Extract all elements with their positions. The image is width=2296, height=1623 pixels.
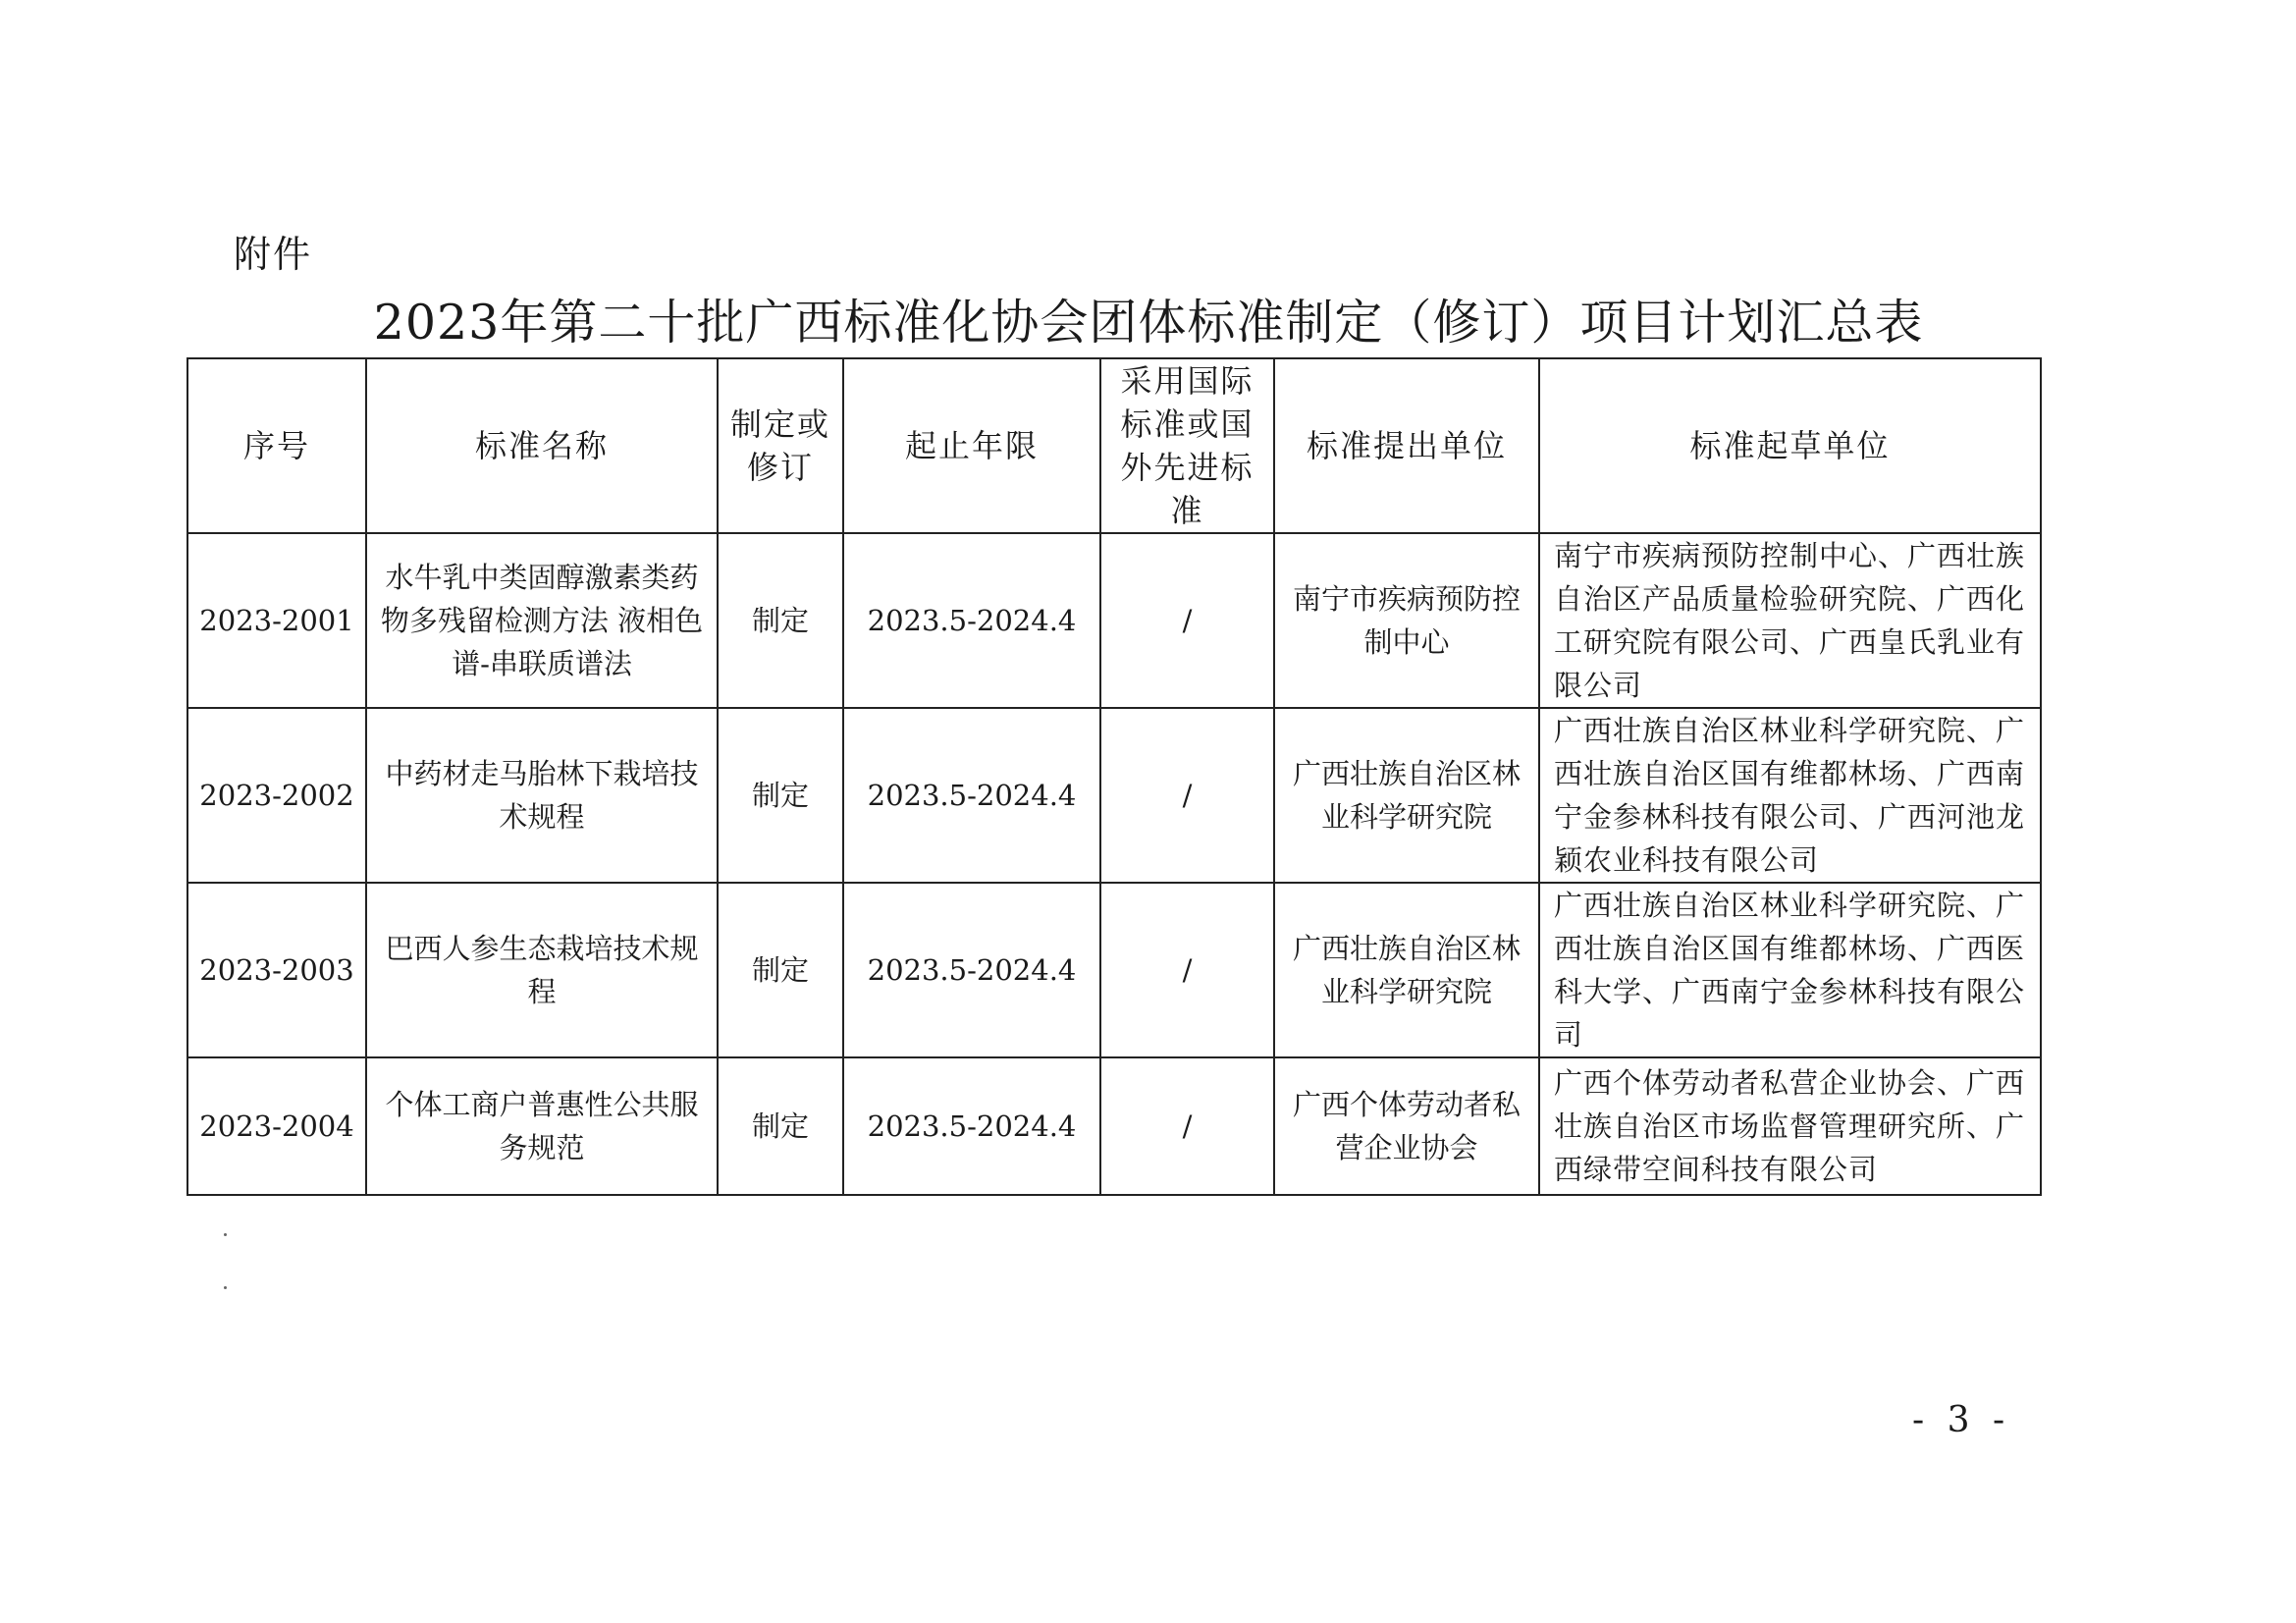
header-proposing-unit: 标准提出单位 <box>1274 358 1539 533</box>
cell-standard-name: 个体工商户普惠性公共服务规范 <box>366 1057 718 1195</box>
header-serial-number: 序号 <box>187 358 366 533</box>
cell-standard-name: 水牛乳中类固醇激素类药物多残留检测方法 液相色谱-串联质谱法 <box>366 533 718 708</box>
header-adopted-standard: 采用国际标准或国外先进标准 <box>1100 358 1274 533</box>
cell-serial-number: 2023-2001 <box>187 533 366 708</box>
cell-proposing-unit: 南宁市疾病预防控制中心 <box>1274 533 1539 708</box>
cell-formulate-or-revise: 制定 <box>718 883 843 1057</box>
cell-serial-number: 2023-2003 <box>187 883 366 1057</box>
cell-adopted-standard: / <box>1100 708 1274 883</box>
cell-drafting-unit: 广西壮族自治区林业科学研究院、广西壮族自治区国有维都林场、广西南宁金参林科技有限公司、广西河池龙颖农业科技有限公司 <box>1539 708 2041 883</box>
project-plan-table <box>187 357 2042 1196</box>
cell-formulate-or-revise: 制定 <box>718 1057 843 1195</box>
cell-period: 2023.5-2024.4 <box>843 883 1100 1057</box>
cell-standard-name: 中药材走马胎林下栽培技术规程 <box>366 708 718 883</box>
table-row <box>187 708 2041 883</box>
attachment-label: 附件 <box>234 233 313 276</box>
cell-standard-name: 巴西人参生态栽培技术规程 <box>366 883 718 1057</box>
page-number: - 3 - <box>1912 1400 2011 1440</box>
table-row <box>187 883 2041 1057</box>
scan-speck <box>224 1233 227 1236</box>
table-row <box>187 1057 2041 1195</box>
cell-drafting-unit: 广西壮族自治区林业科学研究院、广西壮族自治区国有维都林场、广西医科大学、广西南宁金参林科技有限公司 <box>1539 883 2041 1057</box>
cell-period: 2023.5-2024.4 <box>843 708 1100 883</box>
document-title: 2023年第二十批广西标准化协会团体标准制定（修订）项目计划汇总表 <box>373 295 1924 351</box>
cell-period: 2023.5-2024.4 <box>843 533 1100 708</box>
cell-adopted-standard: / <box>1100 1057 1274 1195</box>
cell-drafting-unit: 南宁市疾病预防控制中心、广西壮族自治区产品质量检验研究院、广西化工研究院有限公司、广西皇氏乳业有限公司 <box>1539 533 2041 708</box>
table-header-row <box>187 358 2041 533</box>
cell-adopted-standard: / <box>1100 533 1274 708</box>
cell-formulate-or-revise: 制定 <box>718 533 843 708</box>
cell-proposing-unit: 广西个体劳动者私营企业协会 <box>1274 1057 1539 1195</box>
header-period: 起止年限 <box>843 358 1100 533</box>
cell-serial-number: 2023-2002 <box>187 708 366 883</box>
header-standard-name: 标准名称 <box>366 358 718 533</box>
scan-speck <box>224 1286 227 1289</box>
header-drafting-unit: 标准起草单位 <box>1539 358 2041 533</box>
header-formulate-or-revise: 制定或修订 <box>718 358 843 533</box>
cell-proposing-unit: 广西壮族自治区林业科学研究院 <box>1274 708 1539 883</box>
cell-drafting-unit: 广西个体劳动者私营企业协会、广西壮族自治区市场监督管理研究所、广西绿带空间科技有限公司 <box>1539 1057 2041 1195</box>
cell-proposing-unit: 广西壮族自治区林业科学研究院 <box>1274 883 1539 1057</box>
cell-formulate-or-revise: 制定 <box>718 708 843 883</box>
cell-serial-number: 2023-2004 <box>187 1057 366 1195</box>
cell-adopted-standard: / <box>1100 883 1274 1057</box>
table-row <box>187 533 2041 708</box>
cell-period: 2023.5-2024.4 <box>843 1057 1100 1195</box>
